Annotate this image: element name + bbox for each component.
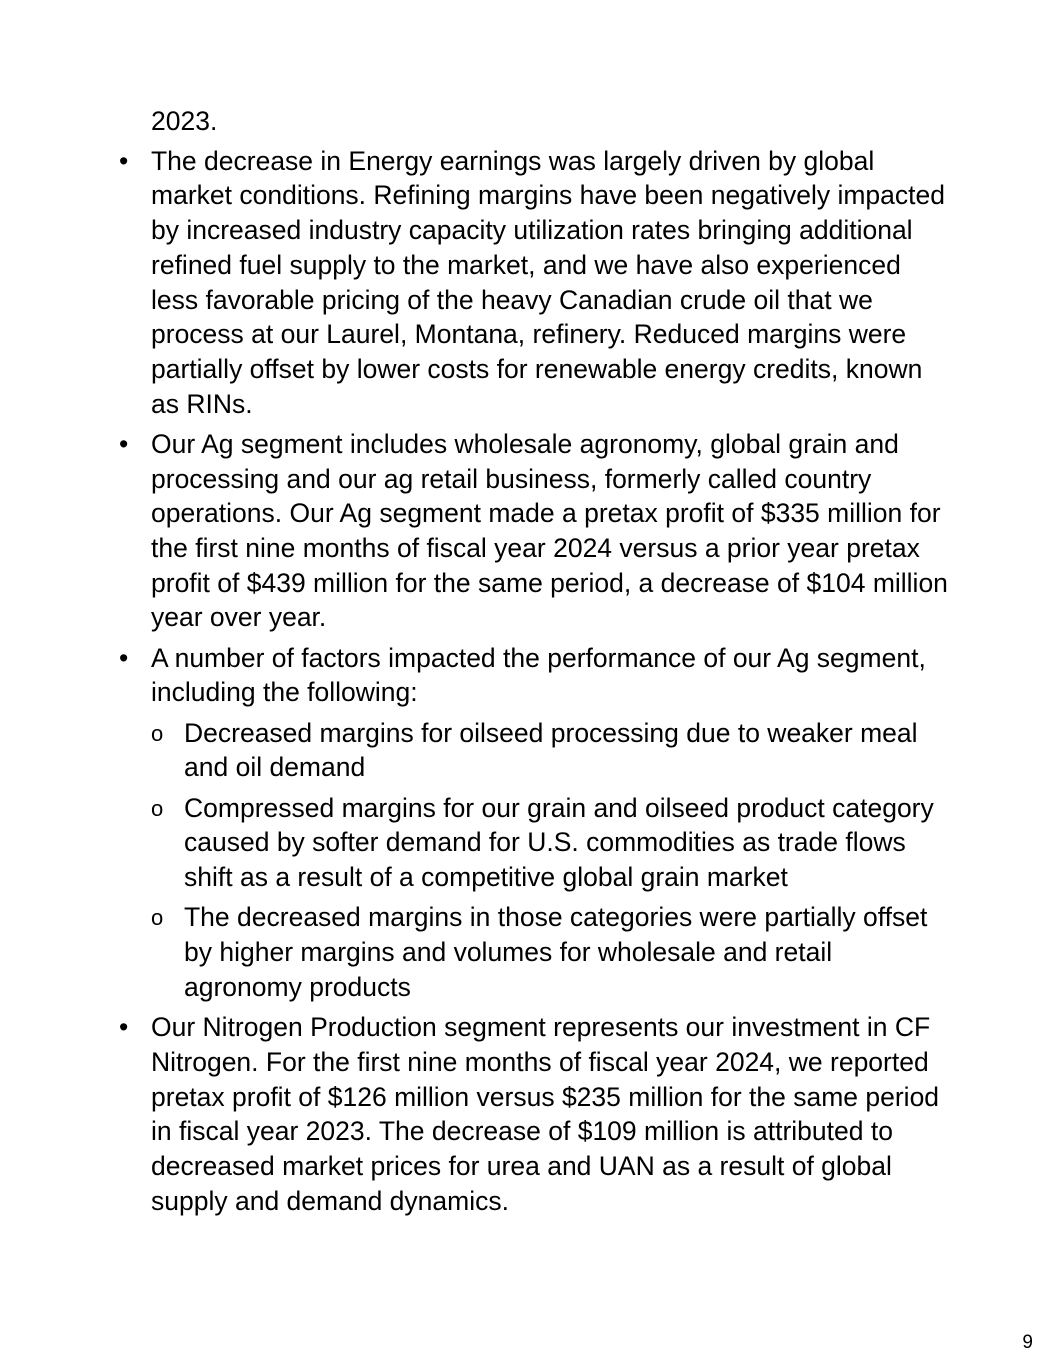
sub-bullet-item (151, 716, 1055, 785)
bullet-text: Our Nitrogen Production segment represents our investment in CF Nitrogen. For the first nine months of fiscal year 2024, we reported pretax profit of $126 million versus $235 million for the same period in fiscal year 2023. The decrease of $109 million is attributed to decreased market prices for urea and UAN as a result of global supply and demand dynamics. (151, 1012, 940, 1216)
sub-bullet-item (151, 791, 1055, 895)
bullet-item-ag-segment (0, 427, 1055, 635)
bullet-icon: • (119, 642, 129, 673)
sub-bullet-list (151, 716, 1055, 1005)
circle-bullet-icon: o (151, 720, 164, 746)
bullet-item-energy (0, 144, 1055, 422)
bullet-item-ag-factors (0, 641, 1055, 1005)
sub-bullet-text: The decreased margins in those categories were partially offset by higher margins and volumes for wholesale and retail agronomy products (184, 902, 928, 1002)
bullet-text: Our Ag segment includes wholesale agronomy, global grain and processing and our ag retail business, formerly called country operations. Our Ag segment made a pretax profit of $335 million for the first nine months of fiscal year 2024 versus a prior year pretax profit of $439 million for the same period, a decrease of $104 million year over year. (151, 428, 948, 633)
bullet-icon: • (119, 145, 129, 176)
bullet-item-nitrogen (0, 1010, 1055, 1218)
sub-bullet-text: Decreased margins for oilseed processing due to weaker meal and oil demand (184, 717, 918, 783)
bullet-text: A number of factors impacted the performance of our Ag segment, including the following: (151, 642, 926, 708)
circle-bullet-icon: o (151, 905, 164, 931)
sub-bullet-item (151, 900, 1055, 1004)
bullet-icon: • (119, 428, 129, 459)
circle-bullet-icon: o (151, 795, 164, 821)
bullet-list (0, 144, 1055, 1219)
page-number: 9 (1022, 1332, 1033, 1353)
sub-bullet-text: Compressed margins for our grain and oilseed product category caused by softer demand for U.S. commodities as trade flows shift as a result of a competitive global grain market (184, 792, 934, 893)
bullet-text: The decrease in Energy earnings was largely driven by global market conditions. Refining margins have been negatively impacted by increased industry capacity utilization rates bringing additional refined fuel supply to the market, and we have also experienced less favorable pricing of the heavy Canadian crude oil that we process at our Laurel, Montana, refinery. Reduced margins were partially offset by lower costs for renewable energy credits, known as RINs. (151, 145, 945, 419)
document-body (0, 104, 1055, 1224)
bullet-icon: • (119, 1012, 129, 1043)
continuation-text: 2023. (151, 106, 218, 136)
